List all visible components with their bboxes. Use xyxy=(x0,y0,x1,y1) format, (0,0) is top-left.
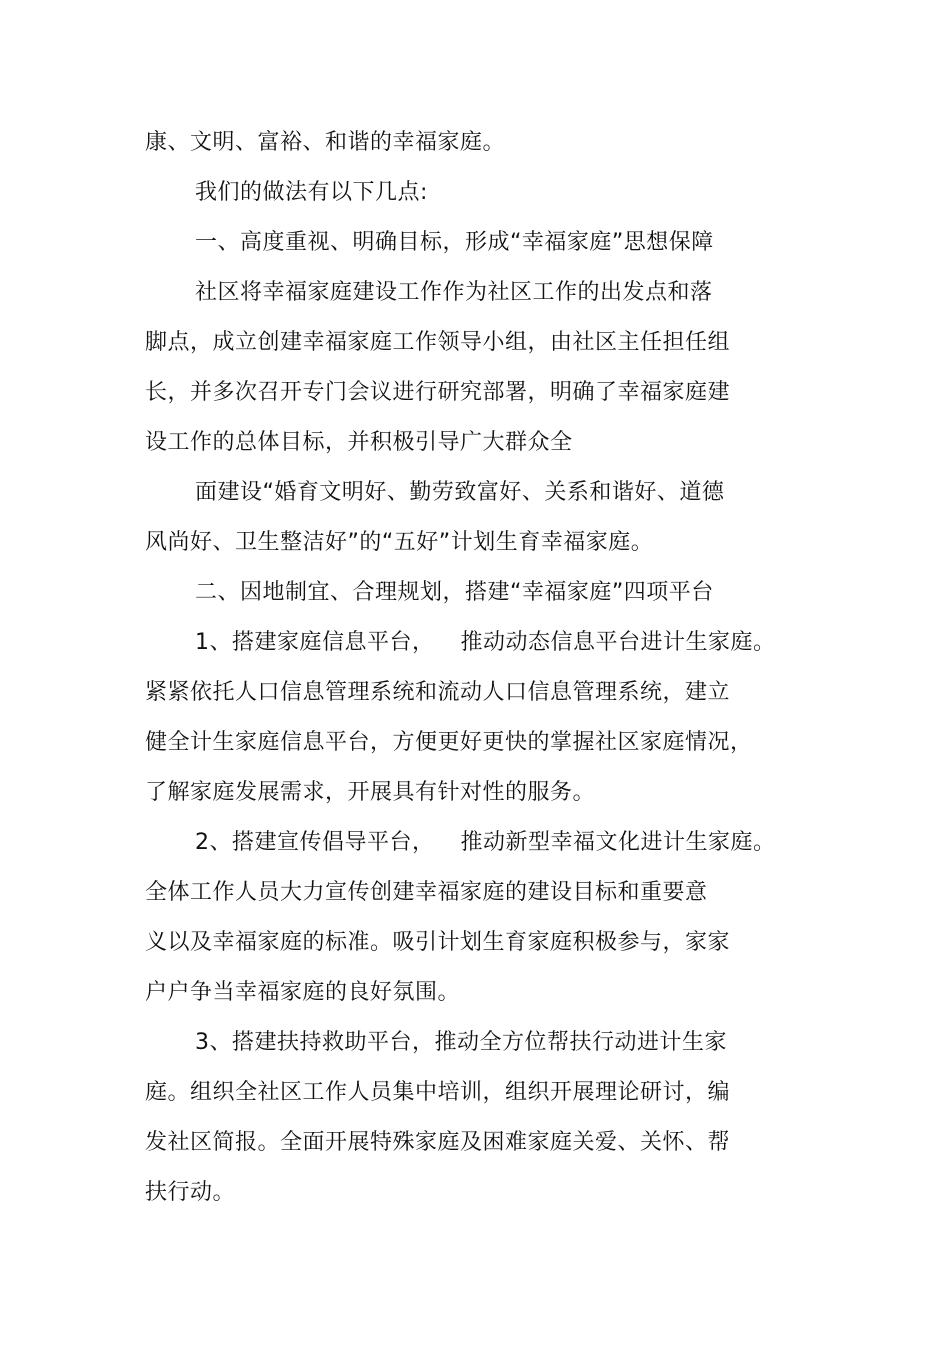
item-subtitle: 推动新型幸福文化进计生家庭。 xyxy=(460,830,776,855)
text-line: 发社区简报。全面开展特殊家庭及困难家庭关爱、关怀、帮 xyxy=(145,1130,731,1155)
section-heading: 二、因地制宜、合理规划，搭建“幸福家庭”四项平台 xyxy=(195,580,714,605)
text-line: 义以及幸福家庭的标准。吸引计划生育家庭积极参与，家家 xyxy=(145,930,731,955)
text-line: 设工作的总体目标，并积极引导广大群众全 xyxy=(145,430,573,455)
text-line: 风尚好、卫生整洁好”的“五好”计划生育幸福家庭。 xyxy=(145,530,654,555)
text-line xyxy=(195,828,776,858)
text-line: 健全计生家庭信息平台，方便更好更快的掌握社区家庭情况， xyxy=(145,730,753,755)
text-line: 了解家庭发展需求，开展具有针对性的服务。 xyxy=(145,780,596,805)
text-line xyxy=(195,628,776,658)
text-line: 3、搭建扶持救助平台，推动全方位帮扶行动进计生家 xyxy=(195,1030,727,1055)
text-line: 紧紧依托人口信息管理系统和流动人口信息管理系统，建立 xyxy=(145,680,731,705)
item-title: 2、搭建宣传倡导平台， xyxy=(195,830,435,855)
text-line: 庭。组织全社区工作人员集中培训，组织开展理论研讨，编 xyxy=(145,1080,731,1105)
text-line: 全体工作人员大力宣传创建幸福家庭的建设目标和重要意 xyxy=(145,880,708,905)
text-line: 脚点，成立创建幸福家庭工作领导小组，由社区主任担任组 xyxy=(145,330,731,355)
section-heading: 一、高度重视、明确目标，形成“幸福家庭”思想保障 xyxy=(195,230,714,255)
text-line: 户户争当幸福家庭的良好氛围。 xyxy=(145,980,461,1005)
item-subtitle: 推动动态信息平台进计生家庭。 xyxy=(460,630,776,655)
text-line: 扶行动。 xyxy=(145,1180,236,1205)
text-line: 社区将幸福家庭建设工作作为社区工作的出发点和落 xyxy=(195,280,713,305)
text-line: 面建设“婚育文明好、勤劳致富好、关系和谐好、道德 xyxy=(195,480,725,505)
item-title: 1、搭建家庭信息平台， xyxy=(195,630,435,655)
text-line: 康、文明、富裕、和谐的幸福家庭。 xyxy=(145,130,506,155)
text-line: 长，并多次召开专门会议进行研究部署，明确了幸福家庭建 xyxy=(145,380,731,405)
text-line: 我们的做法有以下几点: xyxy=(195,180,428,205)
